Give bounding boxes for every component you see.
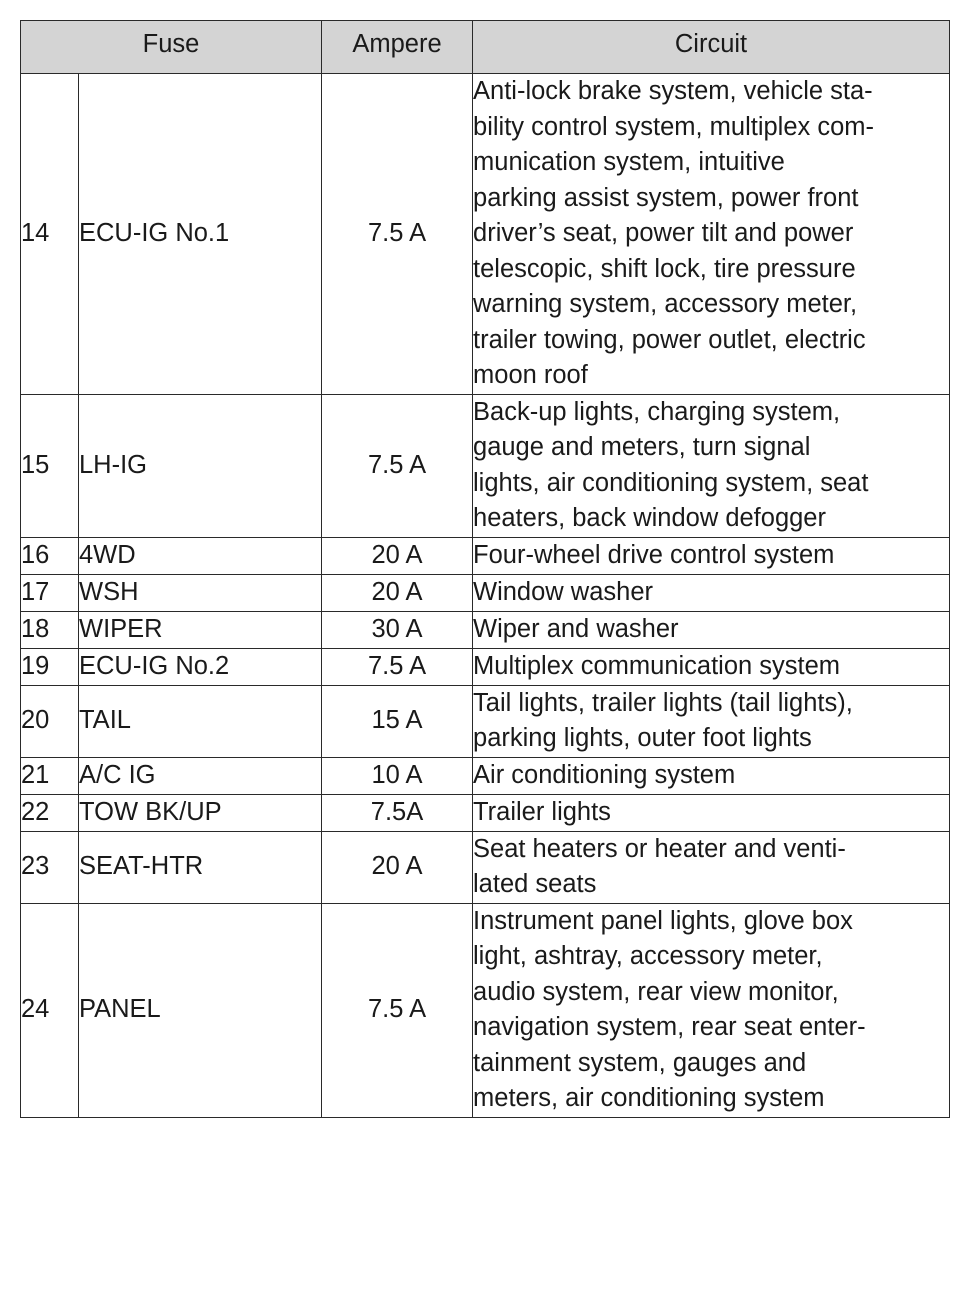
fuse-number: 15 <box>21 394 79 537</box>
fuse-ampere: 20 A <box>322 831 473 903</box>
circuit-line: munication system, intuitive <box>473 148 785 176</box>
circuit-line: Back-up lights, charging system, <box>473 397 841 426</box>
circuit-line: Seat heaters or heater and venti- <box>473 834 846 863</box>
circuit-line: navigation system, rear seat enter- <box>473 1013 866 1041</box>
table-row <box>21 685 950 757</box>
header-ampere: Ampere <box>322 21 473 74</box>
circuit-line: moon roof <box>473 361 588 389</box>
circuit-line: trailer towing, power outlet, electric <box>473 325 866 354</box>
fuse-name: SEAT-HTR <box>79 831 322 903</box>
fuse-circuit <box>473 74 950 395</box>
circuit-line: audio system, rear view monitor, <box>473 977 839 1006</box>
fuse-name: WIPER <box>79 611 322 648</box>
circuit-line: Air conditioning system <box>473 760 736 789</box>
fuse-circuit <box>473 574 950 611</box>
fuse-ampere: 7.5 A <box>322 648 473 685</box>
circuit-line: lated seats <box>473 870 597 898</box>
fuse-ampere: 30 A <box>322 611 473 648</box>
circuit-line: parking assist system, power front <box>473 183 859 212</box>
circuit-line: gauge and meters, turn signal <box>473 433 811 461</box>
circuit-line: warning system, accessory meter, <box>473 290 858 318</box>
fuse-circuit <box>473 903 950 1117</box>
circuit-line: light, ashtray, accessory meter, <box>473 942 823 970</box>
fuse-name: WSH <box>79 574 322 611</box>
circuit-line: Multiplex communication system <box>473 651 841 680</box>
fuse-number: 18 <box>21 611 79 648</box>
fuse-circuit <box>473 611 950 648</box>
fuse-number: 16 <box>21 537 79 574</box>
circuit-line: Trailer lights <box>473 797 611 826</box>
circuit-line: tainment system, gauges and <box>473 1048 807 1077</box>
fuse-ampere: 7.5 A <box>322 903 473 1117</box>
table-header-row <box>21 21 950 74</box>
fuse-ampere: 20 A <box>322 574 473 611</box>
circuit-line: driver’s seat, power tilt and power <box>473 219 854 247</box>
fuse-ampere: 15 A <box>322 685 473 757</box>
fuse-number: 24 <box>21 903 79 1117</box>
circuit-line: Window washer <box>473 577 653 606</box>
table-row <box>21 794 950 831</box>
fuse-circuit <box>473 537 950 574</box>
fuse-ampere: 10 A <box>322 757 473 794</box>
fuse-number: 20 <box>21 685 79 757</box>
fuse-number: 22 <box>21 794 79 831</box>
fuse-circuit <box>473 394 950 537</box>
fuse-ampere: 7.5A <box>322 794 473 831</box>
circuit-line: Four-wheel drive control system <box>473 540 835 569</box>
fuse-ampere: 7.5 A <box>322 74 473 395</box>
table-row <box>21 648 950 685</box>
fuse-name: ECU-IG No.1 <box>79 74 322 395</box>
circuit-line: Instrument panel lights, glove box <box>473 906 853 935</box>
circuit-line: parking lights, outer foot lights <box>473 724 812 752</box>
circuit-line: heaters, back window defogger <box>473 504 826 532</box>
circuit-line: bility control system, multiplex com- <box>473 112 875 141</box>
fuse-name: LH-IG <box>79 394 322 537</box>
table-row <box>21 611 950 648</box>
fuse-number: 19 <box>21 648 79 685</box>
table-row <box>21 394 950 537</box>
table-row <box>21 903 950 1117</box>
table-row <box>21 74 950 395</box>
fuse-ampere: 20 A <box>322 537 473 574</box>
circuit-line: Tail lights, trailer lights (tail lights), <box>473 688 853 717</box>
circuit-line: meters, air conditioning system <box>473 1084 825 1112</box>
fuse-number: 14 <box>21 74 79 395</box>
fuse-circuit <box>473 757 950 794</box>
fuse-name: PANEL <box>79 903 322 1117</box>
fuse-name: A/C IG <box>79 757 322 794</box>
fuse-circuit <box>473 831 950 903</box>
circuit-line: Anti-lock brake system, vehicle sta- <box>473 77 873 105</box>
header-fuse: Fuse <box>21 21 322 74</box>
table-row <box>21 574 950 611</box>
fuse-name: TAIL <box>79 685 322 757</box>
circuit-line: Wiper and washer <box>473 614 679 643</box>
fuse-name: ECU-IG No.2 <box>79 648 322 685</box>
fuse-circuit <box>473 685 950 757</box>
fuse-table <box>20 20 950 1118</box>
table-body <box>21 74 950 1118</box>
fuse-name: 4WD <box>79 537 322 574</box>
fuse-name: TOW BK/UP <box>79 794 322 831</box>
table-row <box>21 831 950 903</box>
fuse-number: 21 <box>21 757 79 794</box>
fuse-circuit <box>473 794 950 831</box>
header-circuit: Circuit <box>473 21 950 74</box>
fuse-number: 23 <box>21 831 79 903</box>
fuse-number: 17 <box>21 574 79 611</box>
circuit-line: lights, air conditioning system, seat <box>473 468 869 497</box>
fuse-circuit <box>473 648 950 685</box>
table-row <box>21 537 950 574</box>
circuit-line: telescopic, shift lock, tire pressure <box>473 254 856 283</box>
table-row <box>21 757 950 794</box>
fuse-ampere: 7.5 A <box>322 394 473 537</box>
